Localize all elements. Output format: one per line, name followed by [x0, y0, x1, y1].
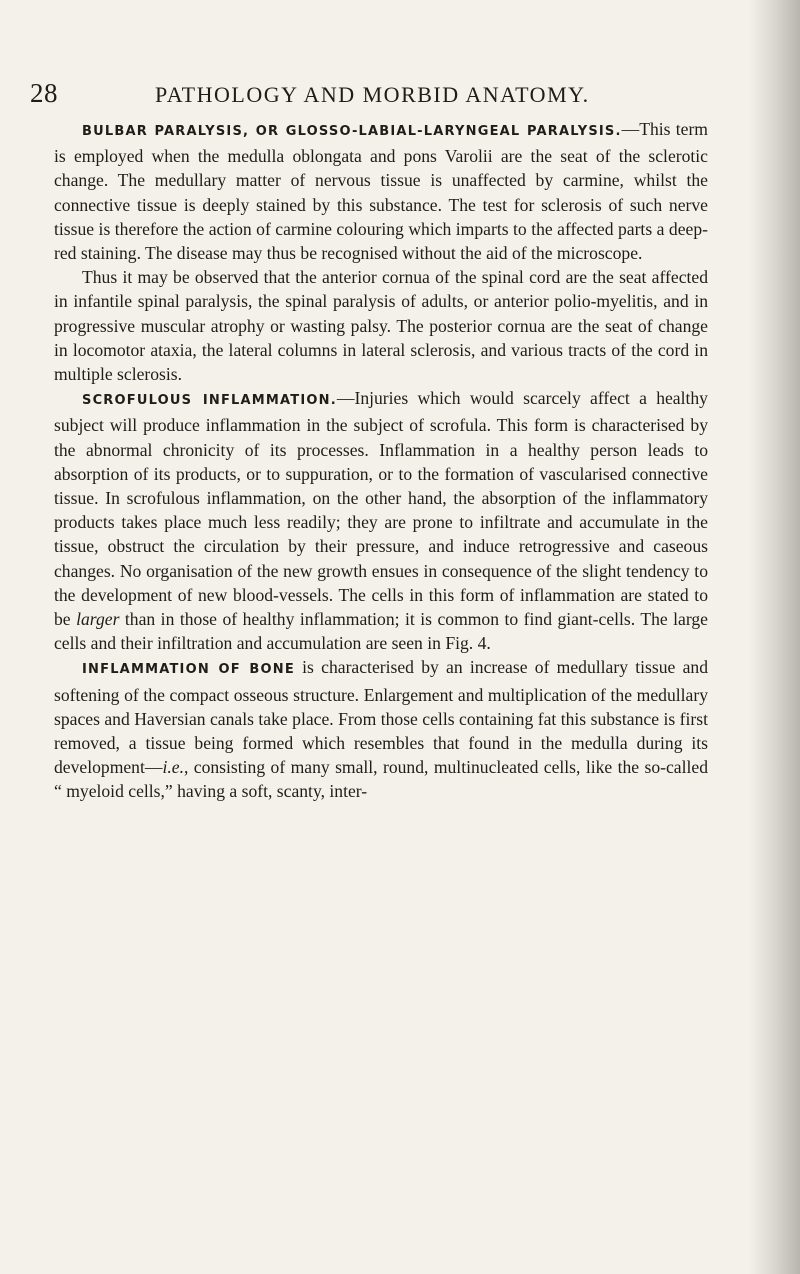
body-text: [54, 117, 708, 804]
running-header: [30, 78, 730, 112]
paragraph-text: —Injuries which would scarcely affect a healthy subject will produce inflammation in the subject of scrofula. This form is characterised by the abnormal chronicity of its processes. Inflammation in a healthy person leads to absorption of its products, or to suppuration, or to the formation of vascularised connective tissue. In scrofulous inflammation, on the other hand, the absorption of the inflammatory products takes place much less readily; they are prone to infiltrate and accumulate in the tissue, obstruct the circulation by their pressure, and induce retrogressive and caseous changes. No organisation of the new growth ensues in consequence of the slight tendency to the development of new blood-vessels. The cells in this form of inflammation are stated to be: [54, 388, 708, 630]
emphasis-text: i.e.: [162, 757, 184, 778]
paragraph-text: Thus it may be observed that the anterior cornua of the spinal cord are the seat affected in infantile spinal paralysis, the spinal paralysis of adults, or anterior polio-myelitis, and in progressive muscular atrophy or wasting palsy. The posterior cornua are the seat of change in locomotor ataxia, the lateral columns in lateral sclerosis, and various tracts of the cord in multiple sclerosis.: [54, 267, 708, 385]
paragraph-text: is characterised by an increase of medullary tissue and softening of the compact osseous structure. Enlargement and multiplication of the medullary spaces and Haversian canals take place. From those cells containing fat this substance is first removed, a tissue being formed which resembles that found in the medulla during its development—: [54, 657, 708, 778]
section-heading: SCROFULOUS INFLAMMATION.: [82, 393, 337, 409]
section-heading: INFLAMMATION OF BONE: [82, 662, 295, 678]
section-heading: BULBAR PARALYSIS, OR GLOSSO-LABIAL-LARYNGEAL PARALYSIS.: [82, 124, 622, 139]
page-number: 28: [30, 78, 58, 108]
paragraph-cornua: [54, 265, 708, 386]
paragraph-text: , consisting of many small, round, multinucleated cells, like the so-called “ myeloid cells,” having a soft, scanty, inter-: [54, 757, 708, 802]
running-title: PATHOLOGY AND MORBID ANATOMY.: [155, 82, 590, 107]
emphasis-text: larger: [76, 609, 120, 630]
page-edge-shadow: [748, 0, 800, 1274]
section-scrofulous-inflammation: [54, 386, 708, 655]
section-bulbar-paralysis: [54, 117, 708, 265]
section-inflammation-of-bone: [54, 655, 708, 803]
paragraph-text: than in those of healthy inflammation; it is common to find giant-cells. The large cells and their infiltration and accumulation are seen in Fig. 4.: [54, 609, 708, 654]
paragraph-text: —This term is employed when the medulla oblongata and pons Varolii are the seat of the sclerotic change. The medullary matter of nervous tissue is unaffected by carmine, whilst the connective tissue is deeply stained by this substance. The test for sclerosis of such nerve tissue is therefore the action of carmine colouring which imparts to the affected parts a deep-red staining. The disease may thus be recognised without the aid of the microscope.: [54, 119, 708, 264]
